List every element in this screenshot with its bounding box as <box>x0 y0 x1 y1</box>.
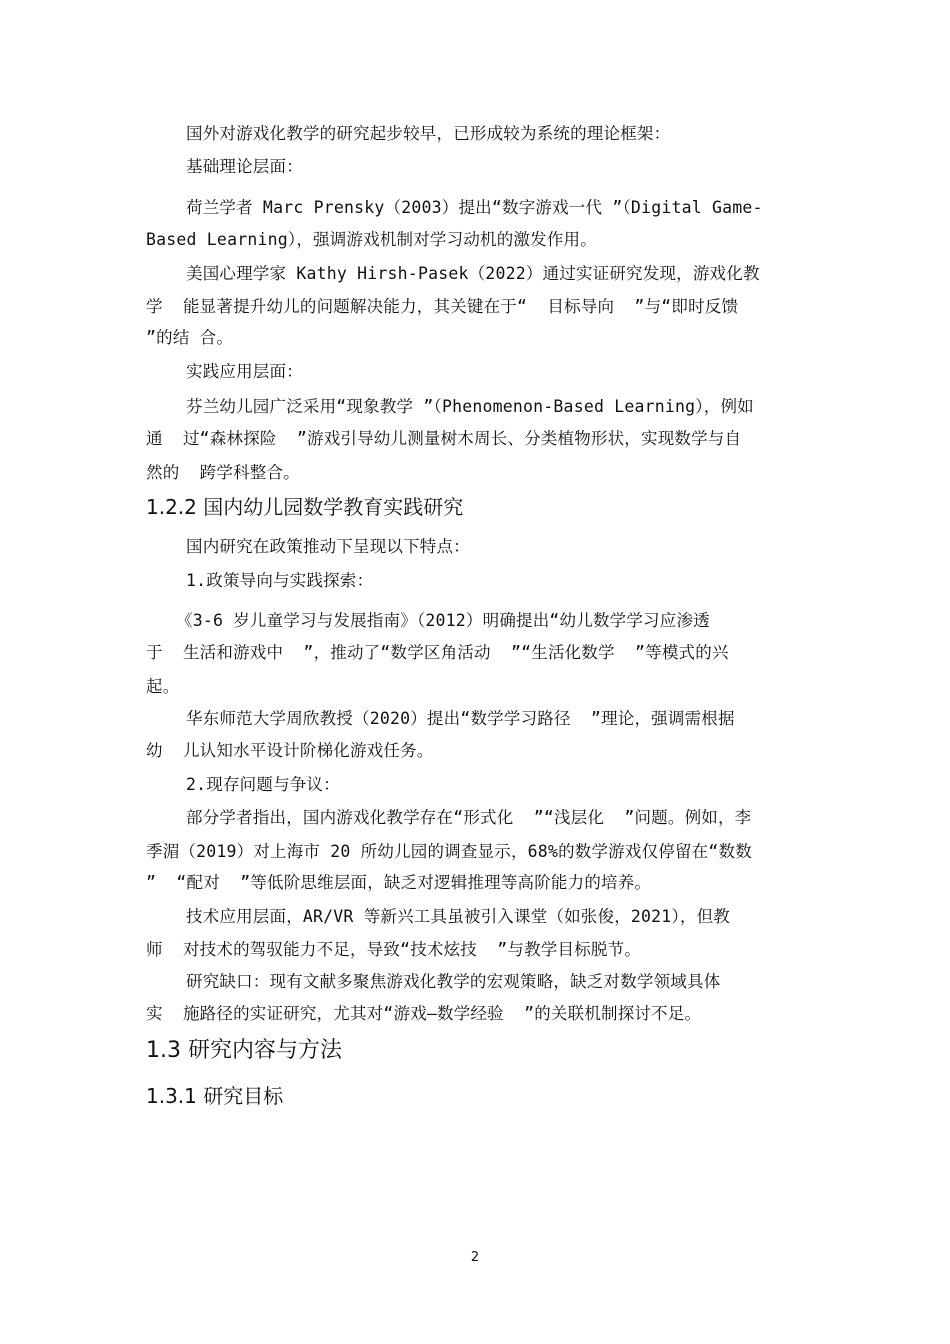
text-line: 1.政策导向与实践探索： <box>186 571 374 590</box>
text-line: 通 过“森林探险 ”游戏引导幼儿测量树木周长、分类植物形状，实现数学与自 <box>146 429 742 448</box>
text-line: 基础理论层面： <box>186 157 303 176</box>
text-line: ”的结 合。 <box>146 328 234 347</box>
text-line: 然的 跨学科整合。 <box>146 463 300 482</box>
text-line: 芬兰幼儿园广泛采用“现象教学 ”（Phenomenon-Based Learning），例如 <box>186 397 754 416</box>
text-line: 实 施路径的实证研究，尤其对“游戏—数学经验 ”的关联机制探讨不足。 <box>146 1004 702 1023</box>
section-heading-1-3-1: 1.3.1 研究目标 <box>146 1084 284 1108</box>
text-line: 华东师范大学周欣教授（2020）提出“数学学习路径 ”理论，强调需根据 <box>186 709 735 728</box>
text-line: 师 对技术的驾驭能力不足，导致“技术炫技 ”与教学目标脱节。 <box>146 940 642 959</box>
text-line: 幼 儿认知水平设计阶梯化游戏任务。 <box>146 741 434 760</box>
text-line: 研究缺口：现有文献多聚焦游戏化教学的宏观策略，缺乏对数学领域具体 <box>186 972 721 991</box>
text-line: 技术应用层面，AR/VR 等新兴工具虽被引入课堂（如张俊，2021），但教 <box>186 907 730 926</box>
text-line: 季湄（2019）对上海市 20 所幼儿园的调查显示，68%的数学游戏仅停留在“数数 <box>146 842 752 861</box>
text-line: Based Learning），强调游戏机制对学习动机的激发作用。 <box>146 230 597 249</box>
text-line: 美国心理学家 Kathy Hirsh-Pasek（2022）通过实证研究发现，游戏化教 <box>186 264 760 283</box>
text-line: 《3-6 岁儿童学习与发展指南》（2012）明确提出“幼儿数学学习应渗透 <box>176 611 710 630</box>
page-number: 2 <box>470 1250 480 1265</box>
text-line: 于 生活和游戏中 ”，推动了“数学区角活动 ”“生活化数学 ”等模式的兴 <box>146 643 729 662</box>
text-line: 国外对游戏化教学的研究起步较早，已形成较为系统的理论框架： <box>186 124 671 143</box>
text-line: 2.现存问题与争议： <box>186 775 340 794</box>
section-heading-1-2-2: 1.2.2 国内幼儿园数学教育实践研究 <box>146 495 464 519</box>
text-line: 实践应用层面： <box>186 362 303 381</box>
text-line: ” “配对 ”等低阶思维层面，缺乏对逻辑推理等高阶能力的培养。 <box>146 873 652 892</box>
text-line: 起。 <box>146 677 180 696</box>
text-line: 国内研究在政策推动下呈现以下特点： <box>186 537 470 556</box>
text-line: 学 能显著提升幼儿的问题解决能力，其关键在于“ 目标导向 ”与“即时反馈 <box>146 297 739 316</box>
text-line: 荷兰学者 Marc Prensky（2003）提出“数字游戏一代 ”（Digital Game- <box>186 198 763 217</box>
section-heading-1-3: 1.3 研究内容与方法 <box>146 1038 342 1063</box>
text-line: 部分学者指出，国内游戏化教学存在“形式化 ”“浅层化 ”问题。例如，李 <box>186 808 752 827</box>
